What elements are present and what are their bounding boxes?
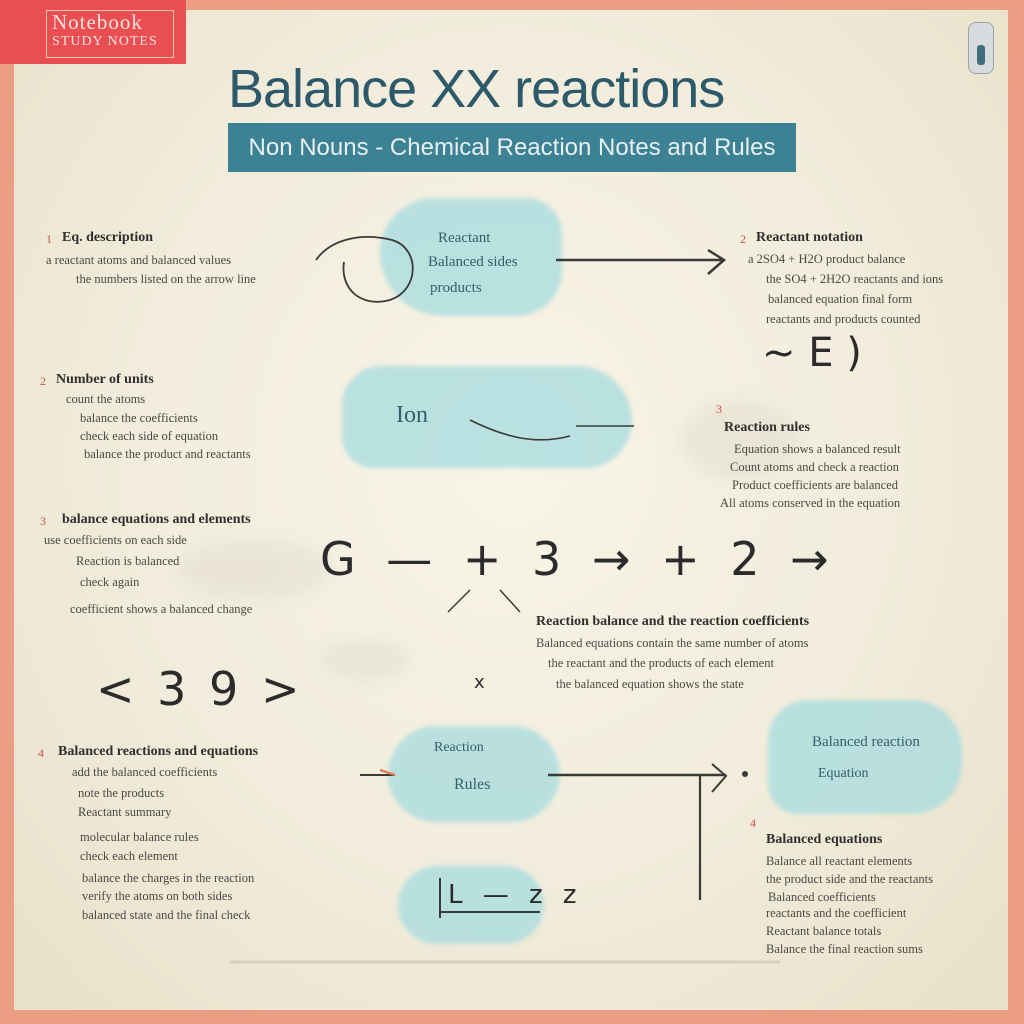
arrowhead-top <box>708 250 724 274</box>
ion-bubble-label: Ion <box>396 402 428 428</box>
right-s2-line: All atoms conserved in the equation <box>720 496 901 510</box>
left-s4-line: balanced state and the final check <box>82 908 251 922</box>
left-s2-heading: Number of units <box>56 372 154 387</box>
left-s2-line: check each side of equation <box>80 429 219 443</box>
reactant-bubble-line2: Balanced sides <box>428 254 518 270</box>
left-s3-line: Reaction is balanced <box>76 554 180 568</box>
left-s4-heading: Balanced reactions and equations <box>58 744 259 759</box>
right-s3-heading: Reaction balance and the reaction coefficients <box>536 614 810 629</box>
reactant-bubble-line3: products <box>430 280 482 296</box>
loop-connector <box>316 237 413 302</box>
left-s2-line: balance the product and reactants <box>84 447 251 461</box>
arrowhead-mid <box>712 764 726 792</box>
rules-bubble-line2: Rules <box>454 776 491 793</box>
reactant-bubble-line1: Reactant <box>438 230 491 246</box>
left-s3-heading: balance equations and elements <box>62 512 251 527</box>
right-s2-line: Count atoms and check a reaction <box>730 460 900 474</box>
right-s4-heading: Balanced equations <box>766 832 883 847</box>
left-s3-line: use coefficients on each side <box>44 533 187 547</box>
marker: 4 <box>750 816 756 830</box>
left-s4-line: add the balanced coefficients <box>72 765 218 779</box>
page-title: Balance XX reactions <box>228 59 725 119</box>
left-s4-line: check each element <box>80 849 178 863</box>
subtitle-banner: Non Nouns - Chemical Reaction Notes and Rules <box>228 123 796 172</box>
marker: 2 <box>740 232 746 246</box>
formula-main: G — + 3 → + 2 → <box>320 532 837 586</box>
right-s4-line: Reactant balance totals <box>766 924 882 938</box>
right-s1-line: a 2SO4 + H2O product balance <box>748 252 906 266</box>
ion-curve <box>470 420 570 440</box>
right-s3-line: Balanced equations contain the same number of atoms <box>536 636 809 650</box>
formula-result: L — z z <box>448 880 583 910</box>
right-s4-line: Balanced coefficients <box>768 890 876 904</box>
marker: 3 <box>716 402 722 416</box>
rules-bubble-line1: Reaction <box>434 740 484 755</box>
left-s1-line: the numbers listed on the arrow line <box>76 272 256 286</box>
right-s2-line: Equation shows a balanced result <box>734 442 901 456</box>
right-s4-line: reactants and the coefficient <box>766 906 907 920</box>
formula-brackets: < 3 9 > <box>96 662 304 716</box>
right-s1-line: balanced equation final form <box>768 292 913 306</box>
formula-x: x <box>474 672 485 693</box>
right-s3-line: the balanced equation shows the state <box>556 677 744 691</box>
right-s2-heading: Reaction rules <box>724 420 810 435</box>
dot-marker <box>742 771 748 777</box>
marker: 4 <box>38 746 44 760</box>
left-s1-line: a reactant atoms and balanced values <box>46 253 231 267</box>
equation-bubble-line2: Equation <box>818 766 869 781</box>
formula-e: ~ E ) <box>762 330 862 376</box>
left-s1-heading: Eq. description <box>62 230 154 245</box>
corner-tag-line2: STUDY NOTES <box>52 34 158 49</box>
left-s2-line: count the atoms <box>66 392 146 406</box>
left-s3-line: coefficient shows a balanced change <box>70 602 253 616</box>
right-s1-heading: Reactant notation <box>756 230 863 245</box>
left-s3-line: check again <box>80 575 140 589</box>
corner-tag-line1: Notebook <box>52 10 143 34</box>
stroke-accent <box>500 590 520 612</box>
left-s4-line: molecular balance rules <box>80 830 199 844</box>
right-s1-line: the SO4 + 2H2O reactants and ions <box>766 272 944 286</box>
left-s4-line: Reactant summary <box>78 805 172 819</box>
right-s4-line: the product side and the reactants <box>766 872 933 886</box>
equation-bubble-line1: Balanced reaction <box>812 734 920 750</box>
right-s4-line: Balance the final reaction sums <box>766 942 923 956</box>
marker: 2 <box>40 374 46 388</box>
left-s4-line: balance the charges in the reaction <box>82 871 255 885</box>
marker: 3 <box>40 514 46 528</box>
left-s4-line: verify the atoms on both sides <box>82 889 233 903</box>
marker: 1 <box>46 232 52 246</box>
left-s2-line: balance the coefficients <box>80 411 198 425</box>
right-s3-line: the reactant and the products of each element <box>548 656 774 670</box>
stroke-accent <box>448 590 470 612</box>
left-s4-line: note the products <box>78 786 165 800</box>
right-s4-line: Balance all reactant elements <box>766 854 913 868</box>
right-s2-line: Product coefficients are balanced <box>732 478 899 492</box>
right-s1-line: reactants and products counted <box>766 312 921 326</box>
